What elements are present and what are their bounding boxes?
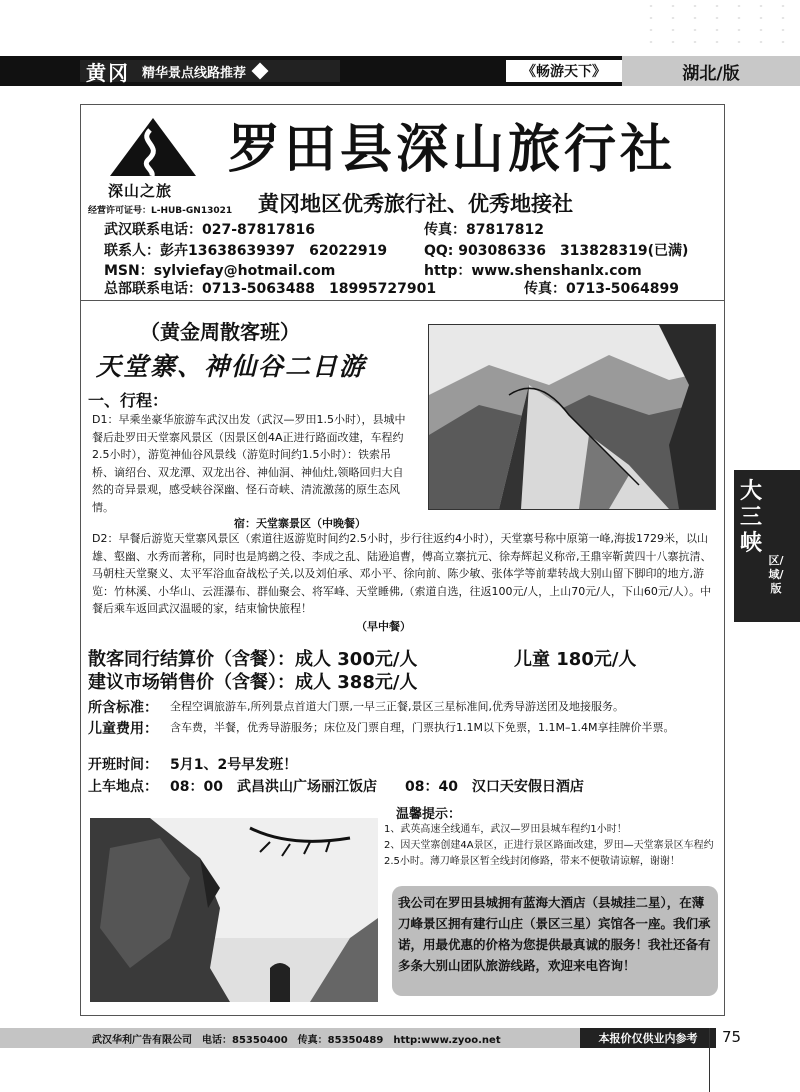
schedule-text: 5月1、2号早发班！: [170, 757, 298, 773]
footer-disclaimer: 本报价仅供业内参考: [580, 1028, 716, 1048]
section-divider: [80, 300, 725, 301]
footer-divider: [709, 1028, 710, 1092]
contact-msn: MSN：sylviefay@hotmail.com: [104, 263, 336, 279]
itinerary-day1: D1：早乘坐豪华旅游车武汉出发（武汉—罗田1.5小时），县城中餐后赴罗田天堂寨风景区（因景区创4A正进行路面改建，车程约2.5小时），游览神仙谷风景线（游览时间约1.5小时）：铁索吊桥、谪绍台、双龙潭、双龙出谷、神仙洞、神仙灶,领略回归大自然的奇异景观，感受峡谷深幽、怪石奇峡、清流激荡的原生态风情。: [92, 413, 406, 514]
tip-2: 2、因天堂寨创建4A景区，正进行景区路面改建，罗田—天堂寨景区车程约2.5小时。薄刀峰景区暂全线封闭修路，带来不便敬请谅解，谢谢！: [384, 840, 714, 867]
contact-person: 联系人：彭卉13638639397 62022919: [104, 243, 388, 259]
day1-lodging: 宿：天堂寨景区（中晚餐）: [234, 517, 366, 530]
contact-hq-phone: 总部联系电话：0713-5063488 18995727901: [104, 281, 437, 297]
pine-cliff-photo: [90, 818, 378, 1002]
region-label: 湖北/版: [622, 56, 800, 86]
tour-route-title: 天堂寨、神仙谷二日游: [96, 352, 367, 381]
logo-text: 深山之旅: [108, 182, 173, 200]
contact-qq: QQ: 903086336 313828319(已满): [424, 243, 689, 259]
decorative-dots: [640, 0, 790, 52]
includes-text: 全程空调旅游车,所列景点首道大门票,一早三正餐,景区三星标准间,优秀导游送团及地接服务。: [170, 700, 624, 713]
child-fee-text: 含车费，半餐，优秀导游服务；床位及门票自理，门票执行1.1M以下免票，1.1M–1.4M享挂牌价半票。: [170, 721, 675, 734]
contact-website: http：www.shenshanlx.com: [424, 263, 642, 279]
contact-fax: 传真：87817812: [424, 222, 544, 238]
market-price: 建议市场销售价（含餐）：成人 388元/人: [88, 672, 418, 693]
pickup-text: 08：00 武昌洪山广场丽江饭店 08：40 汉口天安假日酒店: [170, 779, 584, 795]
contact-hq-fax: 传真：0713-5064899: [524, 281, 679, 297]
schedule-label: 开班时间：: [88, 757, 158, 773]
contact-wuhan-phone: 武汉联系电话：027-87817816: [104, 222, 315, 238]
itinerary-title: 一、行程：: [88, 391, 169, 410]
tour-heading: （黄金周散客班）: [140, 320, 300, 344]
child-fee-label: 儿童费用：: [88, 721, 158, 737]
header-section-tag: [80, 60, 340, 85]
side-tab-subtitle: 区/域/版: [768, 554, 784, 595]
header-slogan: 精华景点线路推荐: [142, 65, 247, 81]
group-price: 散客同行结算价（含餐）：成人 300元/人: [88, 649, 418, 670]
notice-text: 我公司在罗田县城拥有蓝海大酒店（县城挂二星），在薄刀峰景区拥有建行山庄（景区三星）宾馆各一座。我们承诺，用最优惠的价格为您提供最真诚的服务！我社还备有多条大别山团队旅游线路，欢迎来电咨询！: [398, 895, 711, 973]
company-tagline: 黄冈地区优秀旅行社、优秀地接社: [258, 191, 573, 216]
header-brand: 黄冈: [86, 60, 130, 85]
includes-label: 所含标准：: [88, 700, 158, 716]
page-number: 75: [722, 1028, 742, 1046]
itinerary-day2: D2：早餐后游览天堂寨风景区（索道往返游览时间约2.5小时，步行往返约4小时），天堂寨号称中原第一峰,海拔1729米，以山雄、壑幽、水秀而著称，同时也是鸠鹚之役、李成之乱、陆逊追曹，傅高立寨抗元、徐寿辉起义称帝,王鼎宰靳黄四十八寨抗清、马朝柱天堂聚义、太平军浴血奋战松子关,以及刘伯承、邓小平、徐向前、陈少敏、张体学等前辈转战大别山留下脚印的地方,游览：竹林溪、小华山、云涯瀑布、群仙聚会、将军峰、天堂睡佛,（索道自选，往返100元/人，上山70元/人，下山60元/人）。中餐后乘车返回武汉温暖的家，结束愉快旅程！: [92, 532, 712, 615]
tip-1: 1、武英高速全线通车，武汉—罗田县城车程约1小时！: [384, 824, 627, 835]
license-number: 经营许可证号：L-HUB-GN13021: [88, 206, 233, 216]
child-price: 儿童 180元/人: [514, 649, 637, 670]
magazine-title: 《畅游天下》: [506, 60, 622, 82]
tips-title: 温馨提示：: [396, 807, 462, 822]
side-tab-title: 大三峡: [739, 478, 762, 556]
diamond-icon: [252, 63, 269, 80]
mountain-logo-icon: [108, 116, 198, 178]
company-name: 罗田县深山旅行社: [228, 119, 677, 180]
pickup-label: 上车地点：: [88, 779, 158, 795]
footer-advertiser: 武汉华利广告有限公司 电话：85350400 传真：85350489 http:www.zyoo.net: [92, 1035, 501, 1046]
mountain-ridge-photo: [428, 324, 716, 510]
day2-meals: （早中餐）: [356, 620, 411, 633]
